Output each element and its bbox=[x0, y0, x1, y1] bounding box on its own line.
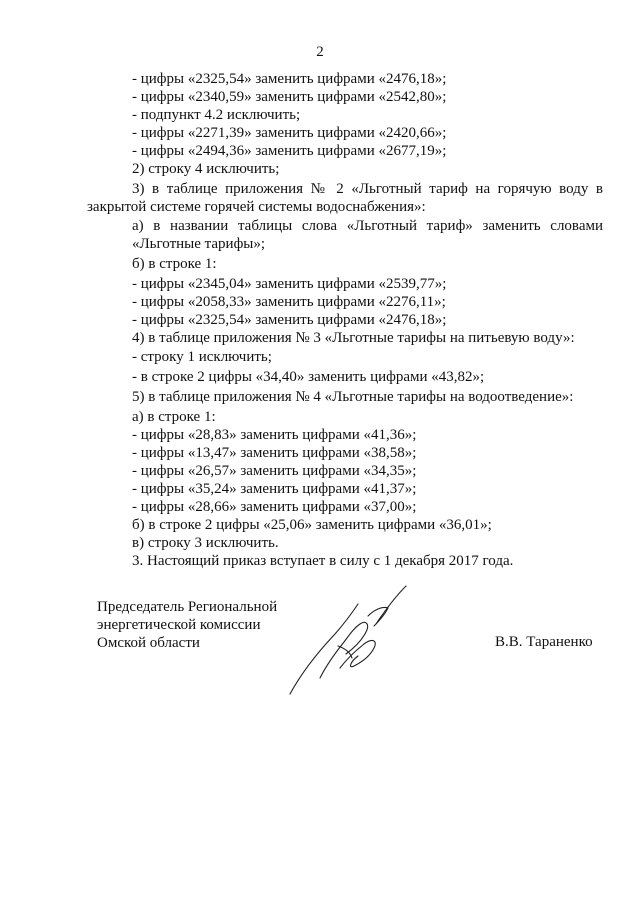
text-line: - цифры «2325,54» заменить цифрами «2476,18»; bbox=[132, 312, 447, 328]
signatory-name: В.В. Тараненко bbox=[495, 634, 593, 650]
text-line: - цифры «2494,36» заменить цифрами «2677,19»; bbox=[132, 143, 447, 159]
text-line: - цифры «28,83» заменить цифрами «41,36»; bbox=[132, 427, 417, 443]
signatory-title bbox=[97, 598, 277, 652]
text-line: 4) в таблице приложения № 3 «Льготные тарифы на питьевую воду»: bbox=[132, 330, 575, 346]
signatory-title-line: Председатель Региональной bbox=[97, 599, 278, 615]
text-line: 3. Настоящий приказ вступает в силу с 1 декабря 2017 года. bbox=[132, 553, 514, 569]
signatory-title-line: энергетической комиссии bbox=[97, 617, 261, 633]
text-line: «Льготные тарифы»; bbox=[132, 236, 266, 252]
text-line: - цифры «2271,39» заменить цифрами «2420,66»; bbox=[132, 125, 447, 141]
text-line: - цифры «2325,54» заменить цифрами «2476,18»; bbox=[132, 71, 447, 87]
signatory-title-line: Омской области bbox=[97, 635, 200, 651]
text-line: закрытой системе горячей системы водоснабжения»: bbox=[87, 199, 426, 215]
signature-stroke bbox=[290, 604, 358, 694]
text-line: - цифры «2340,59» заменить цифрами «2542,80»; bbox=[132, 89, 447, 105]
page-number: 2 bbox=[316, 44, 324, 60]
text-line: - цифры «2058,33» заменить цифрами «2276,11»; bbox=[132, 294, 446, 310]
text-line: - цифры «2345,04» заменить цифрами «2539,77»; bbox=[132, 276, 447, 292]
text-line: - цифры «35,24» заменить цифрами «41,37»; bbox=[132, 481, 417, 497]
text-line: в) строку 3 исключить. bbox=[132, 535, 279, 551]
signature-stroke bbox=[340, 641, 375, 668]
text-line: - в строке 2 цифры «34,40» заменить цифрами «43,82»; bbox=[132, 369, 485, 385]
text-line: 5) в таблице приложения № 4 «Льготные тарифы на водоотведение»: bbox=[132, 389, 574, 405]
text-line: 3) в таблице приложения № 2 «Льготный тариф на горячую воду в bbox=[132, 181, 603, 197]
text-line: - цифры «13,47» заменить цифрами «38,58»; bbox=[132, 445, 417, 461]
handwritten-signature bbox=[280, 582, 420, 702]
text-line: а) в строке 1: bbox=[132, 409, 216, 425]
text-line: а) в названии таблицы слова «Льготный тариф» заменить словами bbox=[132, 218, 603, 234]
text-line: - строку 1 исключить; bbox=[132, 349, 272, 365]
text-line: - цифры «28,66» заменить цифрами «37,00»; bbox=[132, 499, 417, 515]
signature-stroke bbox=[320, 622, 368, 678]
text-line: б) в строке 2 цифры «25,06» заменить цифрами «36,01»; bbox=[132, 517, 492, 533]
signature-stroke bbox=[376, 586, 406, 624]
text-line: б) в строке 1: bbox=[132, 256, 217, 272]
text-line: 2) строку 4 исключить; bbox=[132, 161, 280, 177]
text-line: - подпункт 4.2 исключить; bbox=[132, 107, 301, 123]
text-line: - цифры «26,57» заменить цифрами «34,35»; bbox=[132, 463, 417, 479]
